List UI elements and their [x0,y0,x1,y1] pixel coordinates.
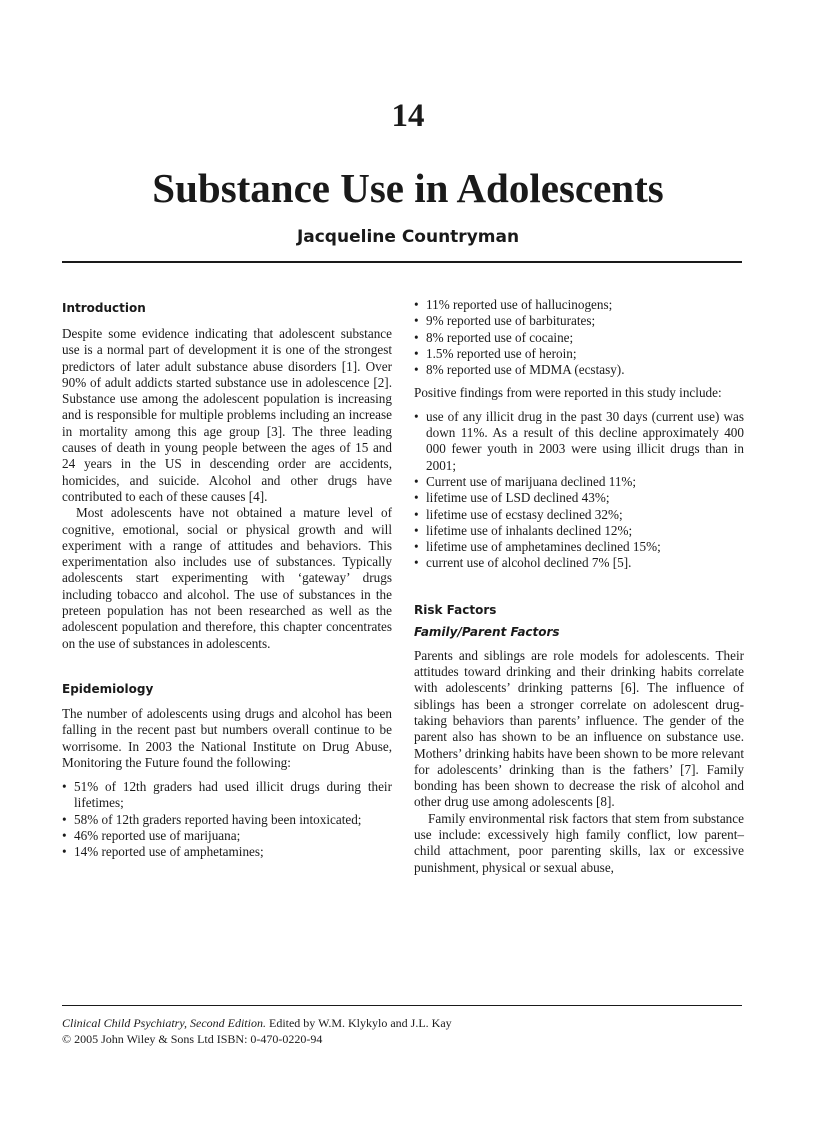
list-item: • 8% reported use of MDMA (ecstasy). [414,362,744,378]
introduction-paragraph-1: Despite some evidence indicating that adolescent substance use is a normal part of development it is one of the strongest predictors of later adult substance abuse disorders [1]. Over 90% of adult addicts started substance use in adolescence [2]. Substance use among the adolescent population is increasing and is responsible for multiple problems including an increase in mortality among this age group [3]. The three leading causes of death in young people between the ages of 15 and 24 years in the US in descending order are accidents, homicides, and suicide. Alcohol and other drugs have contributed to each of these causes [4]. [62,326,392,504]
epidemiology-list [62,779,392,860]
footer-rule [62,1005,742,1006]
list-item: • 58% of 12th graders reported having been intoxicated; [62,812,392,828]
family-factors-subheading: Family/Parent Factors [414,624,560,639]
list-item: • 46% reported use of marijuana; [62,828,392,844]
list-item: • 9% reported use of barbiturates; [414,313,744,329]
epidemiology-list-continued [414,297,744,378]
list-item: • lifetime use of LSD declined 43%; [414,490,744,506]
list-item: • use of any illicit drug in the past 30 days (current use) was down 11%. As a result of this decline approximately 400 000 fewer youth in 2003 were using illicit drugs than in 2001; [414,409,744,474]
chapter-author: Jacqueline Countryman [296,227,520,247]
list-item: • lifetime use of amphetamines declined 15%; [414,539,744,555]
copyright-line: © 2005 John Wiley & Sons Ltd ISBN: 0-470-0220-94 [62,1032,323,1046]
risk-factors-heading: Risk Factors [414,602,497,617]
book-title: Clinical Child Psychiatry, Second Edition. [62,1016,266,1030]
list-item: • lifetime use of ecstasy declined 32%; [414,507,744,523]
list-item: • lifetime use of inhalants declined 12%; [414,523,744,539]
left-column [62,300,392,861]
page-footer [62,1015,742,1047]
list-item: • current use of alcohol declined 7% [5]. [414,555,744,571]
introduction-heading: Introduction [62,301,146,315]
positive-findings-intro: Positive findings from were reported in this study include: [414,385,722,401]
introduction-paragraph-2: Most adolescents have not obtained a mature level of cognitive, emotional, social or physical growth and will experiment with a range of attitudes and behaviors. This experimentation also includes use of substances. Typically adolescents start experimenting with ‘gateway’ drugs including tobacco and alcohol. The use of substances in the preteen population has not been researched as well as the adolescent population and therefore, this chapter concentrates on the use of substances in adolescents. [62,505,392,651]
list-item: • 51% of 12th graders had used illicit drugs during their lifetimes; [62,779,392,812]
footer-citation [62,1015,742,1031]
epidemiology-paragraph: The number of adolescents using drugs and alcohol has been falling in the recent past but numbers overall continue to be worrisome. In 2003 the National Institute on Drug Abuse, Monitoring the Future found the following: [62,705,392,770]
list-item: • 1.5% reported use of heroin; [414,346,744,362]
chapter-title: Substance Use in Adolescents [152,165,664,211]
positive-findings-list [414,409,744,572]
family-factors-paragraph-1: Parents and siblings are role models for adolescents. Their attitudes toward drinking and their drinking habits correlate with adolescents’ drinking patterns [6]. The influence of siblings has been a stronger correlate on adolescent drug-taking behaviors than parents’ influence. The gender of the parent also has shown to be an influence on substance use. Mothers’ drinking habits have been shown to be more relevant for adolescents’ drinking than is the fathers’ [7]. Family bonding has been shown to decrease the risk of alcohol and other drug use among adolescents [8]. [414,647,744,810]
list-item: • Current use of marijuana declined 11%; [414,474,744,490]
book-editors: Edited by W.M. Klykylo and J.L. Kay [265,1016,452,1030]
chapter-number: 14 [391,98,425,134]
epidemiology-heading: Epidemiology [62,681,154,696]
right-column [414,297,744,876]
header-rule [62,261,742,263]
list-item: • 14% reported use of amphetamines; [62,844,392,860]
family-factors-paragraph-2: Family environmental risk factors that stem from substance use include: excessively high family conflict, low parent–child attachment, poor parenting skills, lax or excessive punishment, physical or sexual abuse, [414,810,744,875]
list-item: • 11% reported use of hallucinogens; [414,297,744,313]
list-item: • 8% reported use of cocaine; [414,330,744,346]
